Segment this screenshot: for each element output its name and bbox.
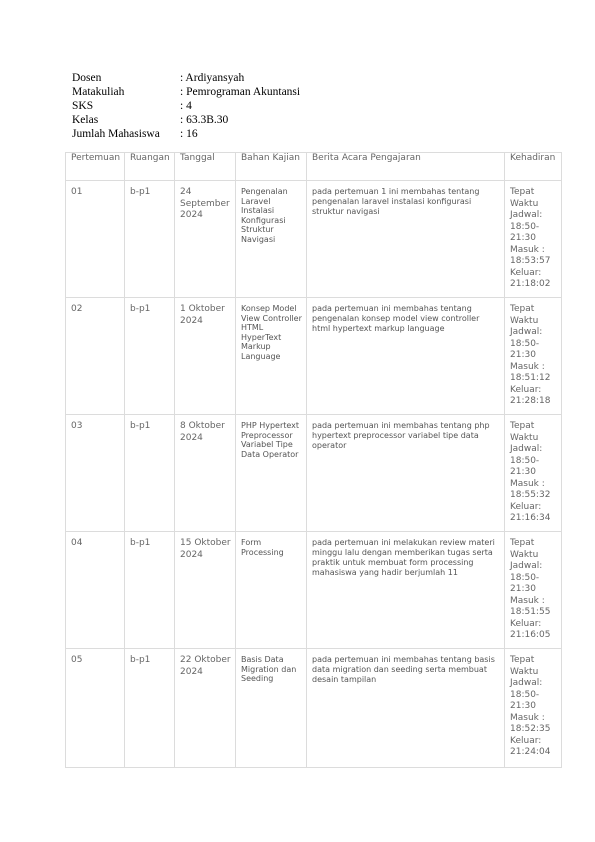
cell-kehadiran: Tepat Waktu Jadwal: 18:50-21:30 Masuk : 18:52:35 Keluar: 21:24:04	[505, 649, 562, 768]
info-value: : 16	[180, 128, 198, 140]
cell-ruangan: b-p1	[125, 298, 175, 415]
cell-berita-acara: pada pertemuan 1 ini membahas tentang pengenalan laravel instalasi konfigurasi struktur navigasi	[307, 181, 505, 298]
header-bahan-kajian: Bahan Kajian	[236, 153, 307, 181]
cell-berita-acara: pada pertemuan ini membahas tentang pengenalan konsep model view controller html hypertext markup language	[307, 298, 505, 415]
cell-bahan-kajian: PHP Hypertext Preprocessor Variabel Tipe Data Operator	[236, 415, 307, 532]
table-row	[66, 415, 562, 532]
info-label: Dosen	[72, 72, 102, 84]
cell-berita-acara: pada pertemuan ini membahas tentang php hypertext preprocessor variabel tipe data operator	[307, 415, 505, 532]
cell-bahan-kajian: Basis Data Migration dan Seeding	[236, 649, 307, 768]
cell-pertemuan: 02	[66, 298, 125, 415]
table-row	[66, 298, 562, 415]
header-pertemuan: Pertemuan	[66, 153, 125, 181]
header-berita-acara: Berita Acara Pengajaran	[307, 153, 505, 181]
cell-tanggal: 15 Oktober 2024	[175, 532, 236, 649]
course-info	[72, 71, 300, 141]
info-value: : Pemrograman Akuntansi	[180, 86, 301, 98]
cell-ruangan: b-p1	[125, 532, 175, 649]
cell-tanggal: 24 September 2024	[175, 181, 236, 298]
header-ruangan: Ruangan	[125, 153, 175, 181]
cell-bahan-kajian: Konsep Model View Controller HTML HyperText Markup Language	[236, 298, 307, 415]
table-row	[66, 532, 562, 649]
info-row-jumlah-mahasiswa	[72, 127, 300, 141]
cell-kehadiran: Tepat Waktu Jadwal: 18:50-21:30 Masuk : 18:51:55 Keluar: 21:16:05	[505, 532, 562, 649]
info-row-sks	[72, 99, 300, 113]
cell-ruangan: b-p1	[125, 181, 175, 298]
table-row	[66, 649, 562, 768]
cell-berita-acara: pada pertemuan ini melakukan review materi minggu lalu dengan memberikan tugas serta praktik untuk membuat form processing mahasiswa yang hadir berjumlah 11	[307, 532, 505, 649]
cell-kehadiran: Tepat Waktu Jadwal: 18:50-21:30 Masuk : 18:51:12 Keluar: 21:28:18	[505, 298, 562, 415]
info-row-kelas	[72, 113, 300, 127]
info-row-matakuliah	[72, 85, 300, 99]
cell-ruangan: b-p1	[125, 415, 175, 532]
info-value: : 4	[180, 100, 192, 112]
table-header-row	[66, 153, 562, 181]
info-label: Jumlah Mahasiswa	[72, 128, 160, 140]
info-value: : 63.3B.30	[180, 114, 229, 126]
cell-tanggal: 22 Oktober 2024	[175, 649, 236, 768]
cell-pertemuan: 04	[66, 532, 125, 649]
cell-berita-acara: pada pertemuan ini membahas tentang basis data migration dan seeding serta membuat desain tampilan	[307, 649, 505, 768]
cell-kehadiran: Tepat Waktu Jadwal: 18:50-21:30 Masuk : 18:55:32 Keluar: 21:16:34	[505, 415, 562, 532]
table-row	[66, 181, 562, 298]
info-label: SKS	[72, 100, 94, 112]
cell-pertemuan: 01	[66, 181, 125, 298]
attendance-table	[65, 152, 562, 768]
cell-kehadiran: Tepat Waktu Jadwal: 18:50-21:30 Masuk : 18:53:57 Keluar: 21:18:02	[505, 181, 562, 298]
info-row-dosen	[72, 71, 300, 85]
cell-tanggal: 1 Oktober 2024	[175, 298, 236, 415]
cell-bahan-kajian: Pengenalan Laravel Instalasi Konfigurasi Struktur Navigasi	[236, 181, 307, 298]
cell-pertemuan: 05	[66, 649, 125, 768]
header-kehadiran: Kehadiran	[505, 153, 562, 181]
cell-tanggal: 8 Oktober 2024	[175, 415, 236, 532]
cell-ruangan: b-p1	[125, 649, 175, 768]
info-value: : Ardiyansyah	[180, 72, 245, 84]
info-label: Matakuliah	[72, 86, 125, 98]
header-tanggal: Tanggal	[175, 153, 236, 181]
cell-pertemuan: 03	[66, 415, 125, 532]
cell-bahan-kajian: Form Processing	[236, 532, 307, 649]
info-label: Kelas	[72, 114, 99, 126]
